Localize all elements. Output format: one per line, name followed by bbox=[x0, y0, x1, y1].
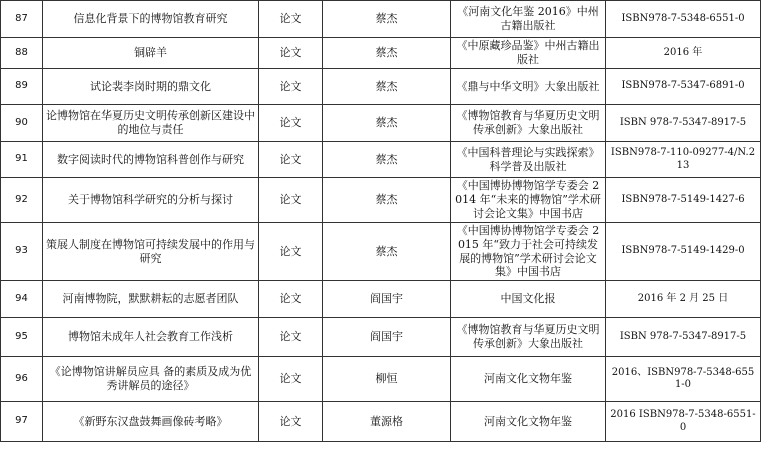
title-cell: 《新野东汉盘鼓舞画像砖考略》 bbox=[43, 402, 259, 442]
author-cell: 阎国宇 bbox=[323, 281, 451, 318]
row-number: 94 bbox=[1, 281, 43, 318]
isbn-cell: ISBN978-7-5347-6891-0 bbox=[606, 69, 761, 105]
isbn-cell: 2016 ISBN978-7-5348-6551-0 bbox=[606, 402, 761, 442]
table-row bbox=[1, 318, 761, 357]
table-row bbox=[1, 38, 761, 69]
row-number: 87 bbox=[1, 1, 43, 38]
table-row bbox=[1, 402, 761, 442]
author-cell: 蔡杰 bbox=[323, 142, 451, 178]
table-row bbox=[1, 178, 761, 223]
isbn-cell: ISBN978-7-5348-6551-0 bbox=[606, 1, 761, 38]
isbn-cell: ISBN978-7-110-09277-4/N.213 bbox=[606, 142, 761, 178]
title-cell: 试论裴李岗时期的鼎文化 bbox=[43, 69, 259, 105]
source-cell: 中国文化报 bbox=[451, 281, 606, 318]
table-row bbox=[1, 69, 761, 105]
source-cell: 《博物馆教育与华夏历史文明传承创新》大象出版社 bbox=[451, 105, 606, 142]
author-cell: 蔡杰 bbox=[323, 38, 451, 69]
title-cell: 铜辟羊 bbox=[43, 38, 259, 69]
row-number: 88 bbox=[1, 38, 43, 69]
author-cell: 董源格 bbox=[323, 402, 451, 442]
source-cell: 《中国博协博物馆学专委会 2014 年“未来的博物馆”学术研讨会论文集》中国书店 bbox=[451, 178, 606, 223]
author-cell: 蔡杰 bbox=[323, 223, 451, 281]
isbn-cell: 2016 年 bbox=[606, 38, 761, 69]
row-number: 91 bbox=[1, 142, 43, 178]
type-cell: 论文 bbox=[259, 69, 323, 105]
source-cell: 《中国博协博物馆学专委会 2015 年“致力于社会可持续发展的博物馆”学术研讨会论文集》中国书店 bbox=[451, 223, 606, 281]
isbn-cell: 2016 年 2 月 25 日 bbox=[606, 281, 761, 318]
table-row bbox=[1, 105, 761, 142]
author-cell: 蔡杰 bbox=[323, 178, 451, 223]
author-cell: 柳恒 bbox=[323, 357, 451, 402]
row-number: 93 bbox=[1, 223, 43, 281]
title-cell: 论博物馆在华夏历史文明传承创新区建设中的地位与责任 bbox=[43, 105, 259, 142]
type-cell: 论文 bbox=[259, 402, 323, 442]
type-cell: 论文 bbox=[259, 178, 323, 223]
type-cell: 论文 bbox=[259, 142, 323, 178]
row-number: 96 bbox=[1, 357, 43, 402]
isbn-cell: ISBN 978-7-5347-8917-5 bbox=[606, 105, 761, 142]
source-cell: 《博物馆教育与华夏历史文明传承创新》大象出版社 bbox=[451, 318, 606, 357]
type-cell: 论文 bbox=[259, 105, 323, 142]
author-cell: 蔡杰 bbox=[323, 105, 451, 142]
table-row bbox=[1, 142, 761, 178]
table-row bbox=[1, 1, 761, 38]
title-cell: 关于博物馆科学研究的分析与探讨 bbox=[43, 178, 259, 223]
type-cell: 论文 bbox=[259, 223, 323, 281]
isbn-cell: ISBN 978-7-5347-8917-5 bbox=[606, 318, 761, 357]
row-number: 89 bbox=[1, 69, 43, 105]
author-cell: 蔡杰 bbox=[323, 1, 451, 38]
title-cell: 博物馆未成年人社会教育工作浅析 bbox=[43, 318, 259, 357]
isbn-cell: ISBN978-7-5149-1429-0 bbox=[606, 223, 761, 281]
row-number: 95 bbox=[1, 318, 43, 357]
source-cell: 河南文化文物年鉴 bbox=[451, 357, 606, 402]
title-cell: 策展人制度在博物馆可持续发展中的作用与研究 bbox=[43, 223, 259, 281]
type-cell: 论文 bbox=[259, 318, 323, 357]
author-cell: 蔡杰 bbox=[323, 69, 451, 105]
table-row bbox=[1, 357, 761, 402]
table-body bbox=[1, 1, 761, 442]
title-cell: 数字阅读时代的博物馆科普创作与研究 bbox=[43, 142, 259, 178]
source-cell: 《鼎与中华文明》大象出版社 bbox=[451, 69, 606, 105]
author-cell: 阎国宇 bbox=[323, 318, 451, 357]
source-cell: 《河南文化年鉴 2016》中州古籍出版社 bbox=[451, 1, 606, 38]
type-cell: 论文 bbox=[259, 38, 323, 69]
type-cell: 论文 bbox=[259, 357, 323, 402]
type-cell: 论文 bbox=[259, 1, 323, 38]
isbn-cell: ISBN978-7-5149-1427-6 bbox=[606, 178, 761, 223]
source-cell: 《中国科普理论与实践探索》科学普及出版社 bbox=[451, 142, 606, 178]
source-cell: 河南文化文物年鉴 bbox=[451, 402, 606, 442]
type-cell: 论文 bbox=[259, 281, 323, 318]
table-row bbox=[1, 281, 761, 318]
source-cell: 《中原藏珍品鉴》中州古籍出版社 bbox=[451, 38, 606, 69]
title-cell: 《论博物馆讲解员应具 备的素质及成为优秀讲解员的途径》 bbox=[43, 357, 259, 402]
isbn-cell: 2016、ISBN978-7-5348-6551-0 bbox=[606, 357, 761, 402]
row-number: 92 bbox=[1, 178, 43, 223]
row-number: 90 bbox=[1, 105, 43, 142]
title-cell: 河南博物院，默默耕耘的志愿者团队 bbox=[43, 281, 259, 318]
title-cell: 信息化背景下的博物馆教育研究 bbox=[43, 1, 259, 38]
row-number: 97 bbox=[1, 402, 43, 442]
table-row bbox=[1, 223, 761, 281]
